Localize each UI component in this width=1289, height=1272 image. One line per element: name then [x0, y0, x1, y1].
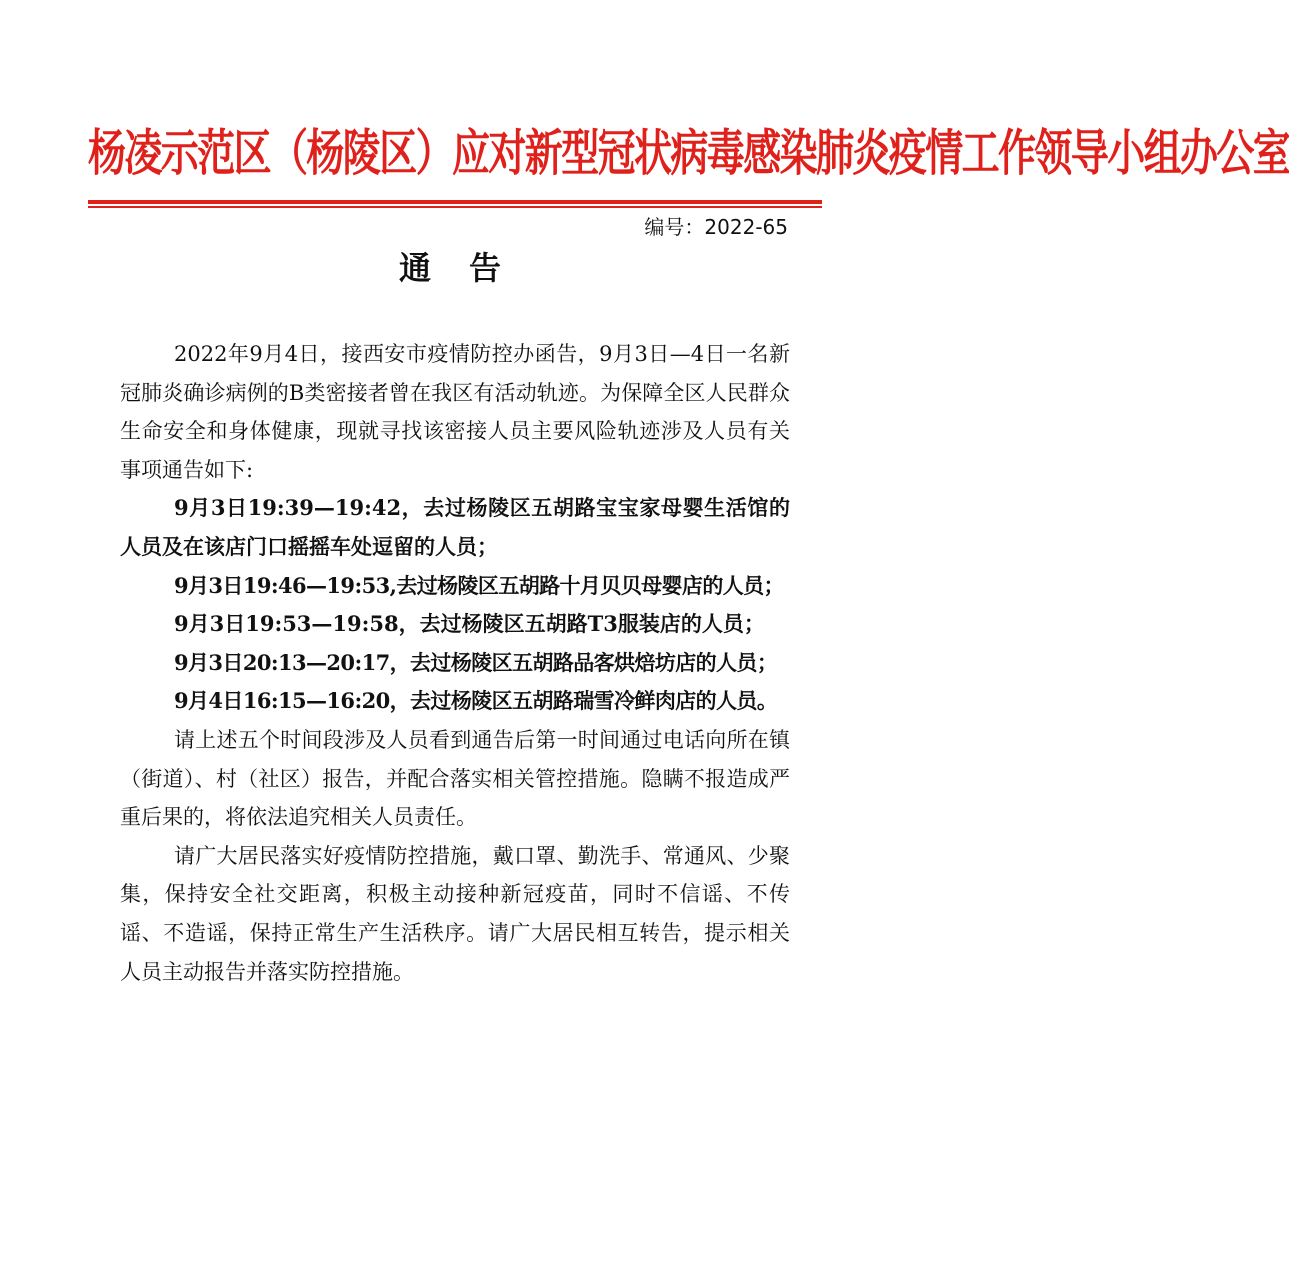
document-number: 编号：2022-65	[644, 215, 788, 239]
notice-title: 通告	[398, 249, 539, 287]
closing-paragraph: 请广大居民落实好疫情防控措施，戴口罩、勤洗手、常通风、少聚集，保持安全社交距离，积极主动接种新冠疫苗，同时不信谣、不传谣、不造谣，保持正常生产生活秩序。请广大居民相互转告，提示相关人员主动报告并落实防控措施。	[120, 843, 790, 984]
notice-body	[120, 335, 790, 991]
report-paragraph: 请上述五个时间段涉及人员看到通告后第一时间通过电话向所在镇（街道）、村（社区）报告，并配合落实相关管控措施。隐瞒不报造成严重后果的，将依法追究相关人员责任。	[120, 727, 790, 830]
header-red-rule-thick	[88, 200, 822, 204]
header-red-rule-thin	[88, 206, 822, 208]
issuing-office-title: 杨凌示范区（杨陵区）应对新型冠状病毒感染肺炎疫情工作领导小组办公室	[88, 123, 1289, 182]
trajectory-item: 9月4日16:15—16:20，去过杨陵区五胡路瑞雪冷鲜肉店的人员。	[174, 688, 778, 714]
trajectory-item: 9月3日19:46—19:53,去过杨陵区五胡路十月贝贝母婴店的人员；	[174, 572, 784, 598]
intro-paragraph: 2022年9月4日，接西安市疫情防控办函告，9月3日—4日一名新冠肺炎确诊病例的B类密接者曾在我区有活动轨迹。为保障全区人民群众生命安全和身体健康，现就寻找该密接人员主要风险轨迹涉及人员有关事项通告如下:	[120, 342, 790, 482]
trajectory-item: 9月3日19:53—19:58，去过杨陵区五胡路T3服装店的人员；	[174, 611, 765, 637]
trajectory-item: 9月3日19:39—19:42，去过杨陵区五胡路宝宝家母婴生活馆的人员及在该店门口摇摇车处逗留的人员；	[120, 495, 790, 559]
trajectory-item: 9月3日20:13—20:17，去过杨陵区五胡路品客烘焙坊店的人员；	[174, 649, 778, 675]
